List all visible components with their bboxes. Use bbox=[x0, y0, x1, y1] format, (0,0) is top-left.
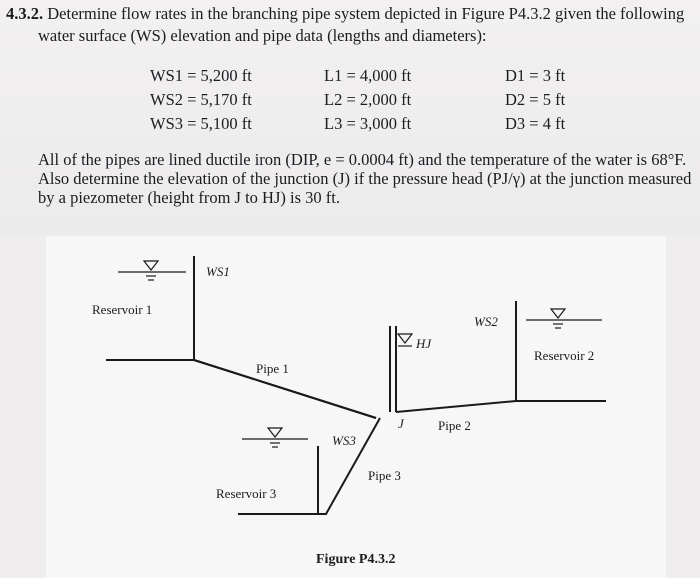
length-column bbox=[324, 64, 411, 136]
pipe-2 bbox=[396, 401, 606, 412]
statement-line-2: water surface (WS) elevation and pipe data (lengths and diameters): bbox=[38, 26, 487, 45]
body-line-3: by a piezometer (height from J to HJ) is 30 ft. bbox=[38, 188, 340, 207]
pipe-1 bbox=[194, 340, 376, 418]
ws1-triangle-icon bbox=[144, 261, 158, 270]
problem-statement bbox=[0, 0, 700, 235]
junction-label: J bbox=[398, 416, 404, 431]
ws3-triangle-icon bbox=[268, 428, 282, 437]
pipe-3-label: Pipe 3 bbox=[368, 468, 401, 483]
diameter-column bbox=[505, 64, 565, 136]
l2-value: L2 = 2,000 ft bbox=[324, 90, 412, 109]
l1-value: L1 = 4,000 ft bbox=[324, 66, 412, 85]
figure-caption: Figure P4.3.2 bbox=[316, 552, 396, 567]
hj-label: HJ bbox=[416, 336, 432, 351]
reservoir-3-label: Reservoir 3 bbox=[216, 486, 277, 501]
ws2-label: WS2 bbox=[474, 314, 498, 329]
ws1-label: WS1 bbox=[206, 264, 230, 279]
d1-value: D1 = 3 ft bbox=[505, 66, 566, 85]
reservoir-2-label: Reservoir 2 bbox=[534, 348, 595, 363]
l3-value: L3 = 3,000 ft bbox=[324, 114, 412, 133]
pipe-1-label: Pipe 1 bbox=[256, 361, 289, 376]
ws-column bbox=[150, 64, 252, 136]
body-line-1: All of the pipes are lined ductile iron (DIP, e = 0.0004 ft) and the temperature of the water is 68°F. bbox=[38, 150, 687, 169]
ws3-label: WS3 bbox=[332, 433, 356, 448]
ws2-triangle-icon bbox=[551, 309, 565, 318]
problem-heading bbox=[6, 4, 684, 24]
body-line-2: Also determine the elevation of the junction (J) if the pressure head (PJ/γ) at the junction measured bbox=[38, 169, 692, 188]
problem-body bbox=[38, 150, 691, 207]
d3-value: D3 = 4 ft bbox=[505, 114, 566, 133]
reservoir-1-label: Reservoir 1 bbox=[92, 302, 153, 317]
pipe-2-label: Pipe 2 bbox=[438, 418, 471, 433]
pipe-diagram bbox=[46, 236, 666, 578]
ws3-value: WS3 = 5,100 ft bbox=[150, 114, 252, 133]
pipe-system-figure bbox=[46, 236, 666, 578]
problem-number: 4.3.2. bbox=[6, 4, 44, 23]
statement-line-1: Determine flow rates in the branching pipe system depicted in Figure P4.3.2 given the following bbox=[47, 4, 685, 23]
ws1-value: WS1 = 5,200 ft bbox=[150, 66, 252, 85]
hj-triangle-icon bbox=[398, 334, 412, 343]
ws2-value: WS2 = 5,170 ft bbox=[150, 90, 252, 109]
d2-value: D2 = 5 ft bbox=[505, 90, 566, 109]
